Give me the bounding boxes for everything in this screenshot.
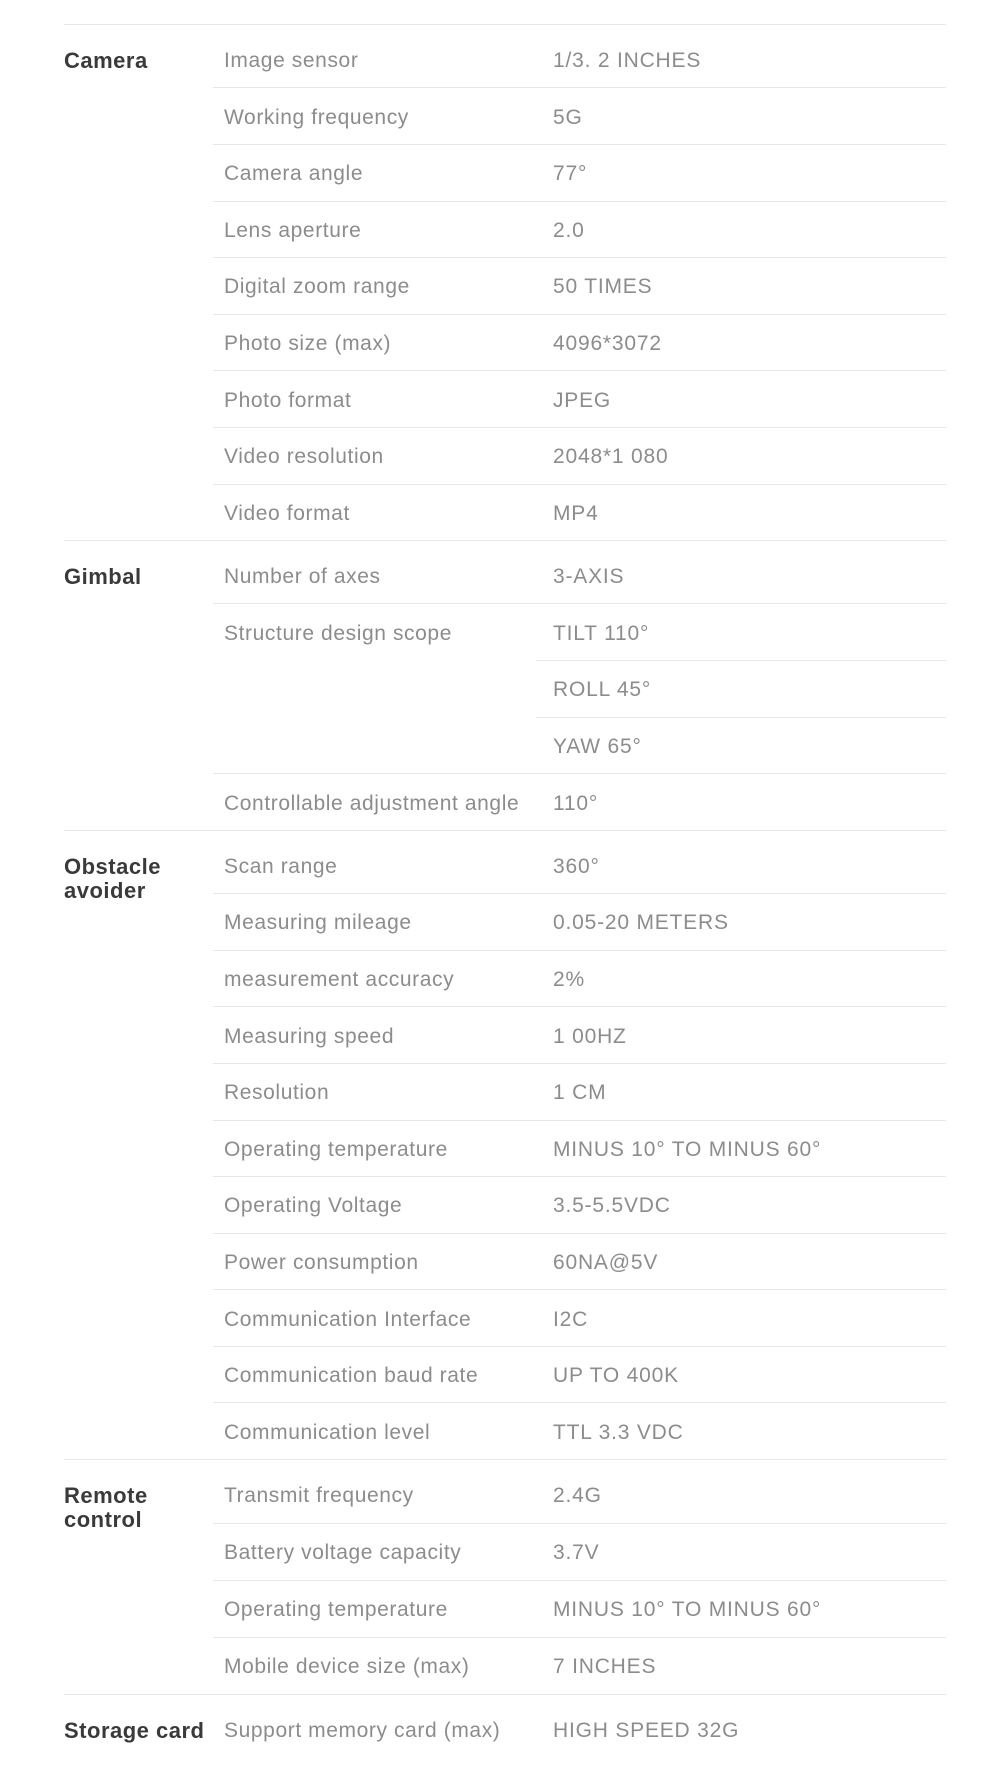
spec-label: Operating temperature (224, 1598, 448, 1621)
spec-value: 0.05-20 METERS (553, 911, 729, 934)
row-divider (213, 1063, 946, 1064)
spec-value: ROLL 45° (553, 678, 652, 701)
spec-value: MP4 (553, 502, 599, 525)
row-divider (213, 1637, 946, 1638)
row-divider (213, 1523, 946, 1524)
spec-label: Scan range (224, 855, 338, 878)
spec-label: Operating Voltage (224, 1194, 403, 1217)
spec-label: Measuring speed (224, 1025, 395, 1048)
row-divider (213, 484, 946, 485)
spec-label: Battery voltage capacity (224, 1541, 462, 1564)
row-divider (213, 950, 946, 951)
spec-value: 2048*1 080 (553, 445, 669, 468)
spec-value: 1/3. 2 INCHES (553, 49, 702, 72)
row-divider (213, 1176, 946, 1177)
row-divider (213, 87, 946, 88)
spec-value: JPEG (553, 389, 612, 412)
spec-label: Transmit frequency (224, 1484, 414, 1507)
row-divider (213, 603, 946, 604)
spec-value: 1 00HZ (553, 1025, 627, 1048)
spec-label: Photo format (224, 389, 352, 412)
spec-label: Controllable adjustment angle (224, 792, 520, 815)
spec-label: measurement accuracy (224, 968, 455, 991)
row-divider (213, 773, 946, 774)
section-title: Obstacle avoider (64, 854, 161, 903)
spec-label: Video format (224, 502, 350, 525)
spec-value: 3-AXIS (553, 565, 625, 588)
spec-label: Power consumption (224, 1251, 419, 1274)
section-title: Gimbal (64, 564, 142, 589)
spec-label: Lens aperture (224, 219, 362, 242)
row-divider (213, 1580, 946, 1581)
section-divider (64, 24, 946, 25)
spec-label: Camera angle (224, 162, 364, 185)
spec-value: 360° (553, 855, 600, 878)
row-divider (213, 427, 946, 428)
value-divider (536, 660, 946, 661)
spec-label: Operating temperature (224, 1138, 448, 1161)
spec-label: Number of axes (224, 565, 381, 588)
row-divider (213, 1233, 946, 1234)
spec-label: Communication Interface (224, 1308, 472, 1331)
spec-value: 4096*3072 (553, 332, 662, 355)
spec-label: Image sensor (224, 49, 359, 72)
spec-value: TILT 110° (553, 622, 650, 645)
spec-value: 60NA@5V (553, 1251, 659, 1274)
row-divider (213, 1289, 946, 1290)
spec-label: Photo size (max) (224, 332, 392, 355)
spec-value: 77° (553, 162, 588, 185)
spec-value: TTL 3.3 VDC (553, 1421, 684, 1444)
spec-label: Digital zoom range (224, 275, 410, 298)
spec-value: UP TO 400K (553, 1364, 679, 1387)
row-divider (213, 201, 946, 202)
section-divider (64, 1694, 946, 1695)
spec-value: YAW 65° (553, 735, 642, 758)
spec-value: 3.5-5.5VDC (553, 1194, 671, 1217)
row-divider (213, 1346, 946, 1347)
spec-label: Mobile device size (max) (224, 1655, 470, 1678)
section-divider (64, 540, 946, 541)
spec-label: Measuring mileage (224, 911, 412, 934)
row-divider (213, 370, 946, 371)
spec-value: 110° (553, 792, 599, 815)
spec-value: 2.0 (553, 219, 585, 242)
section-title: Camera (64, 48, 148, 73)
row-divider (213, 893, 946, 894)
spec-value: 2.4G (553, 1484, 602, 1507)
spec-value: 2% (553, 968, 585, 991)
row-divider (213, 1006, 946, 1007)
spec-label: Communication level (224, 1421, 431, 1444)
spec-value: 3.7V (553, 1541, 600, 1564)
spec-label: Structure design scope (224, 622, 452, 645)
spec-value: 7 INCHES (553, 1655, 657, 1678)
spec-value: MINUS 10° TO MINUS 60° (553, 1138, 822, 1161)
spec-label: Resolution (224, 1081, 330, 1104)
spec-value: MINUS 10° TO MINUS 60° (553, 1598, 822, 1621)
spec-value: I2C (553, 1308, 589, 1331)
spec-label: Working frequency (224, 106, 409, 129)
row-divider (213, 144, 946, 145)
spec-value: 5G (553, 106, 583, 129)
row-divider (213, 257, 946, 258)
spec-value: 1 CM (553, 1081, 607, 1104)
spec-label: Video resolution (224, 445, 384, 468)
row-divider (213, 1402, 946, 1403)
spec-value: HIGH SPEED 32G (553, 1719, 740, 1742)
spec-label: Communication baud rate (224, 1364, 479, 1387)
value-divider (536, 717, 946, 718)
section-divider (64, 1459, 946, 1460)
section-title: Storage card (64, 1718, 205, 1743)
row-divider (213, 1120, 946, 1121)
section-divider (64, 830, 946, 831)
spec-label: Support memory card (max) (224, 1719, 501, 1742)
section-title: Remote control (64, 1483, 148, 1532)
row-divider (213, 314, 946, 315)
spec-value: 50 TIMES (553, 275, 653, 298)
